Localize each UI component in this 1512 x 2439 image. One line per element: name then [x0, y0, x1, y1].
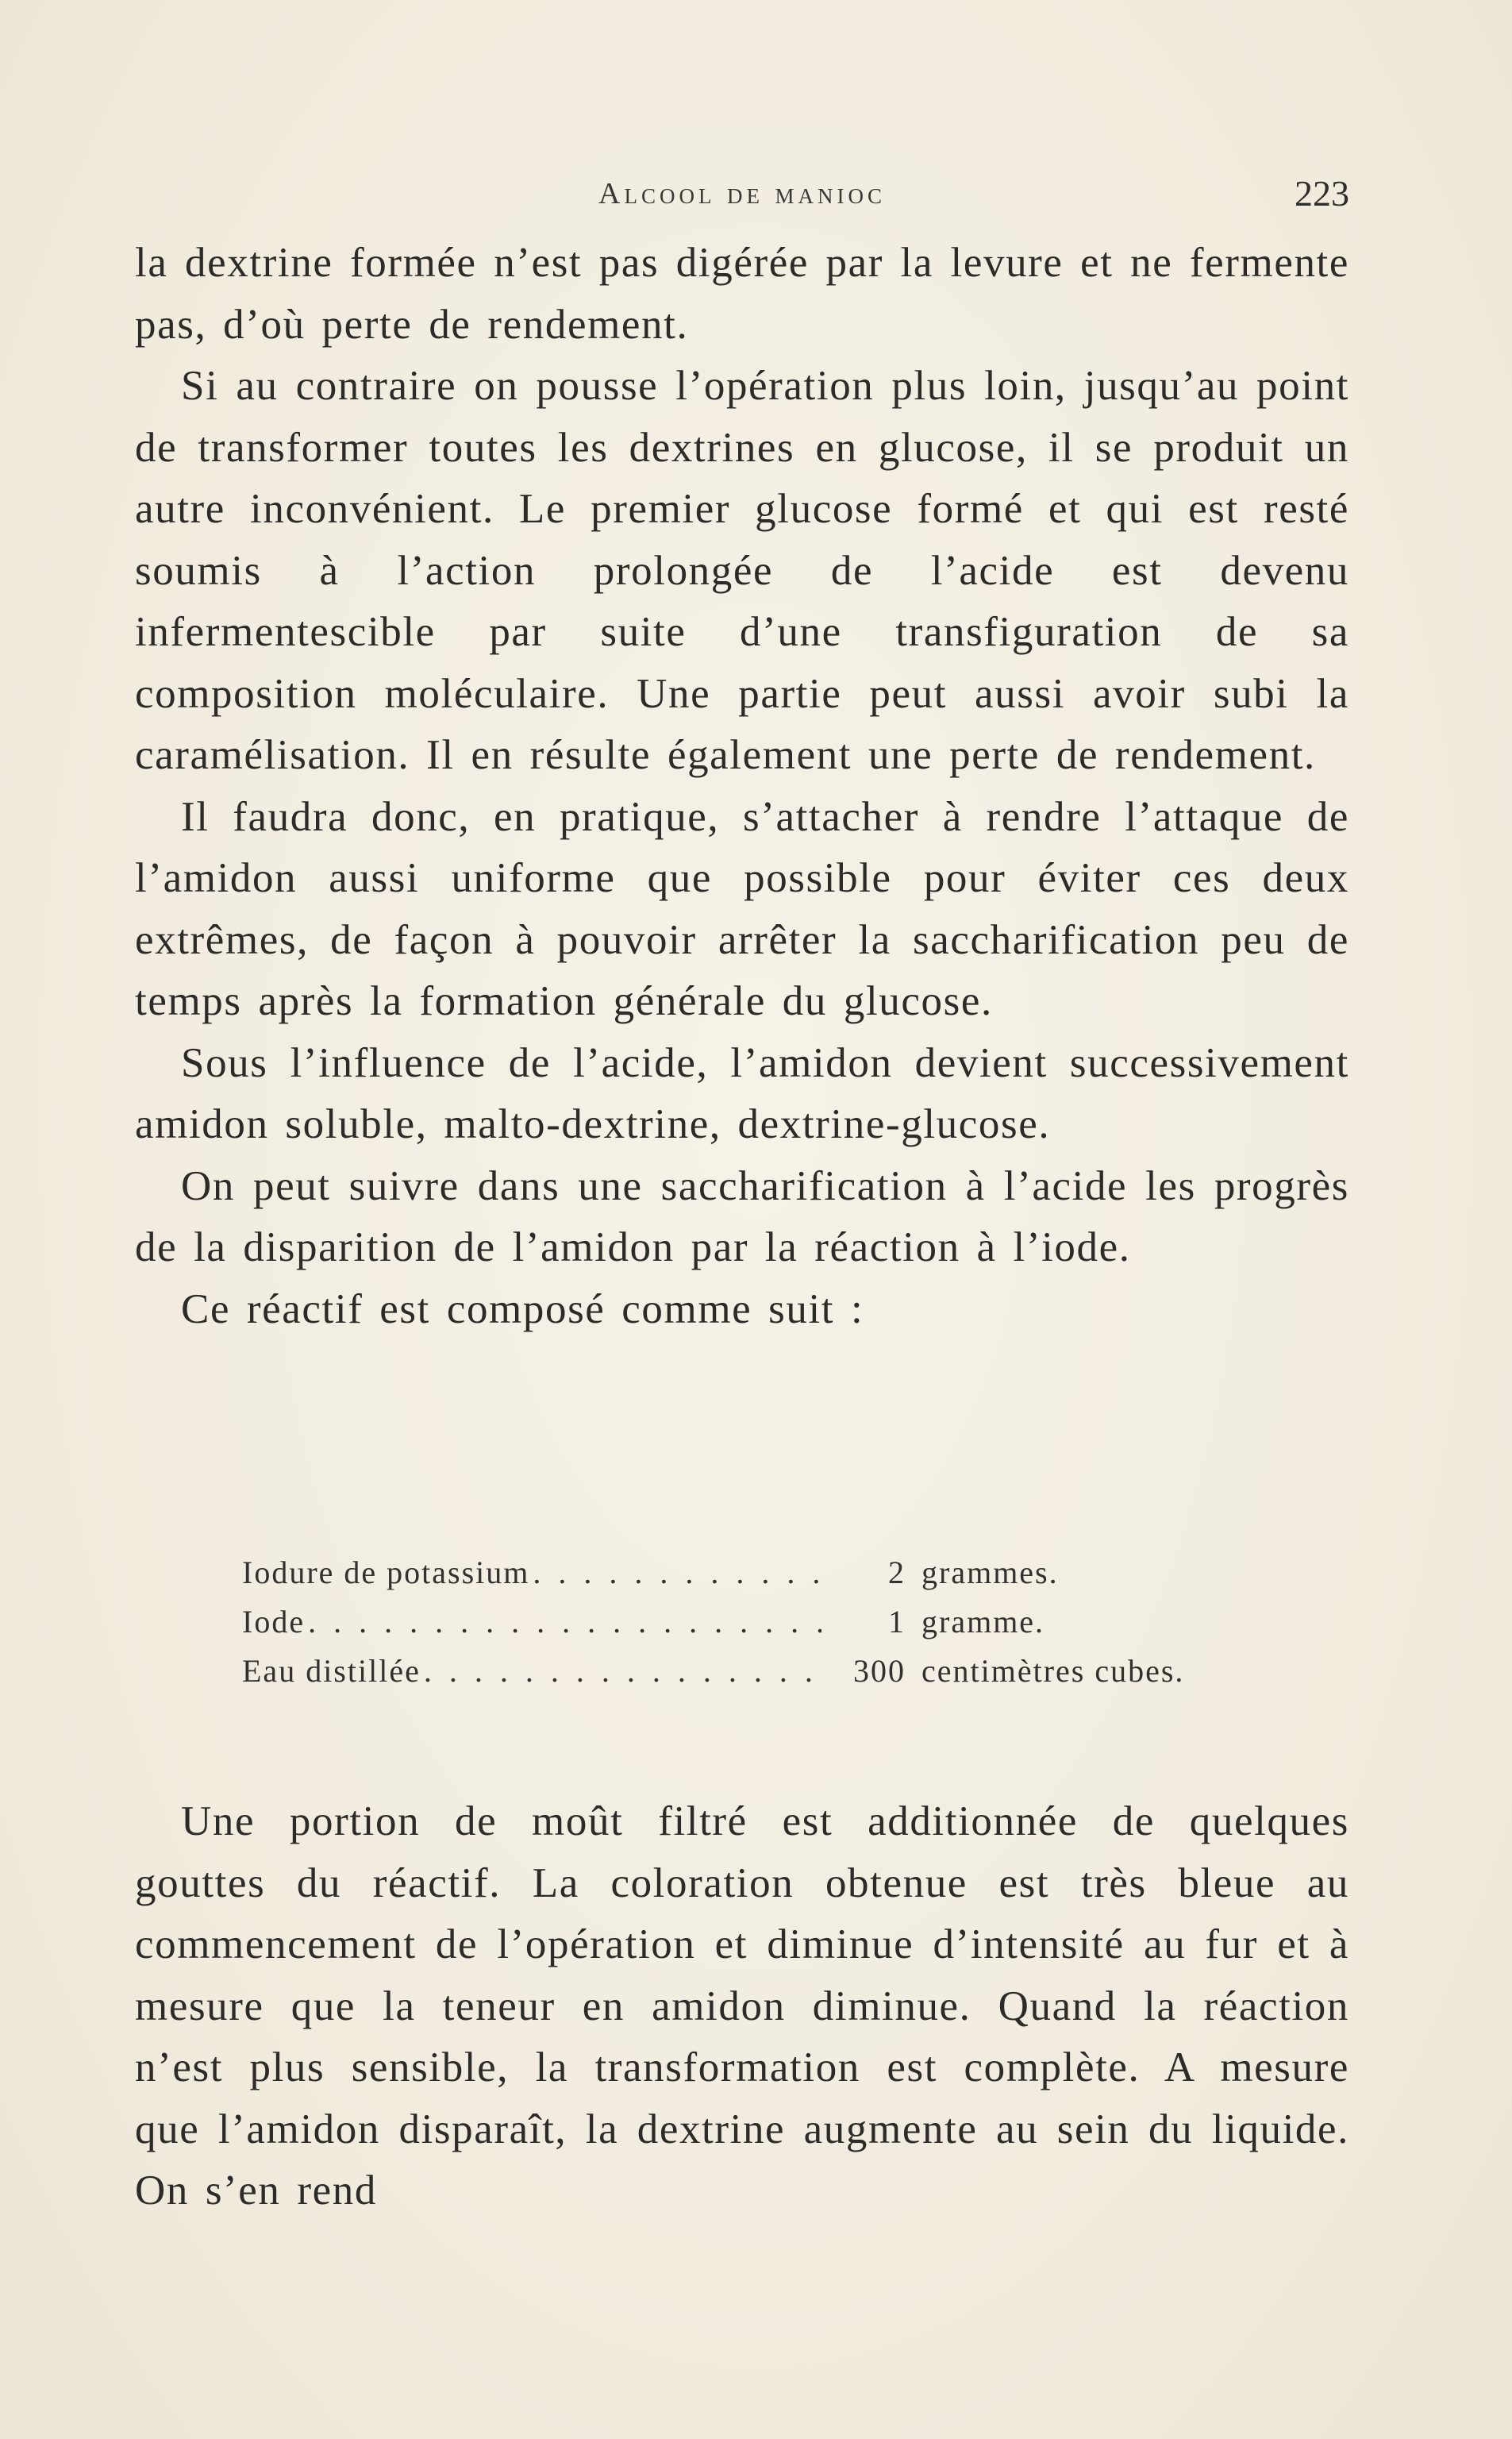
- ingredient-quantity: 2: [888, 1555, 906, 1590]
- recipe-row: [242, 1597, 1234, 1647]
- ingredient-unit: centimètres cubes.: [921, 1653, 1185, 1689]
- body-text-top: [135, 233, 1349, 1340]
- ingredient-unit: grammes.: [921, 1555, 1059, 1590]
- paragraph: Une portion de moût filtré est additionnée de quelques gouttes du réactif. La coloration obtenue est très bleue au commencement de l’opération et diminue d’intensité au fur et à mesure que la teneur en amidon diminue. Quand la réaction n’est plus sensible, la transformation est complète. A mesure que l’amidon disparaît, la dextrine augmente au sein du liquide. On s’en rend: [135, 1798, 1349, 2214]
- ingredient-name: Iodure de potassium: [242, 1555, 530, 1590]
- ingredient-name: Iode: [242, 1604, 306, 1639]
- page-header: [135, 170, 1349, 218]
- paragraph: la dextrine formée n’est pas digérée par la levure et ne fermente pas, d’où perte de rendement.: [135, 240, 1349, 348]
- running-head: Alcool de manioc: [598, 177, 886, 210]
- dot-leader: [424, 1647, 821, 1696]
- ingredient-quantity: 300: [853, 1653, 906, 1689]
- ingredient-amount: [829, 1597, 1234, 1647]
- body-text-bottom: [135, 1791, 1349, 2222]
- ingredient-quantity: 1: [888, 1604, 906, 1639]
- ingredient-amount: [829, 1647, 1234, 1696]
- recipe-row: [242, 1548, 1234, 1597]
- recipe-row: [242, 1647, 1234, 1696]
- paragraph: On peut suivre dans une saccharification à l’acide les progrès de la disparition de l’amidon par la réaction à l’iode.: [135, 1162, 1349, 1270]
- dot-leader: [533, 1548, 821, 1597]
- ingredient-unit: gramme.: [921, 1604, 1045, 1639]
- page-number: 223: [1295, 173, 1349, 214]
- ingredient-name: Eau distillée: [242, 1653, 421, 1689]
- paragraph: Ce réactif est composé comme suit :: [181, 1285, 864, 1332]
- dot-leader: [308, 1597, 821, 1647]
- ingredient-amount: [829, 1548, 1234, 1597]
- paragraph: Sous l’influence de l’acide, l’amidon devient successivement amidon soluble, malto-dextrine, dextrine-glucose.: [135, 1039, 1349, 1147]
- reagent-recipe: [242, 1548, 1234, 1696]
- paragraph: Si au contraire on pousse l’opération plus loin, jusqu’au point de transformer toutes les dextrines en glucose, il se produit un autre inconvénient. Le premier glucose formé et qui est resté soumis à l’action prolongée de l’acide est devenu infermentescible par suite d’une transfiguration de sa composition moléculaire. Une partie peut aussi avoir subi la caramélisation. Il en résulte également une perte de rendement.: [135, 363, 1349, 778]
- paragraph: Il faudra donc, en pratique, s’attacher à rendre l’attaque de l’amidon aussi uniforme que possible pour éviter ces deux extrêmes, de façon à pouvoir arrêter la saccharification peu de temps après la formation générale du glucose.: [135, 793, 1349, 1024]
